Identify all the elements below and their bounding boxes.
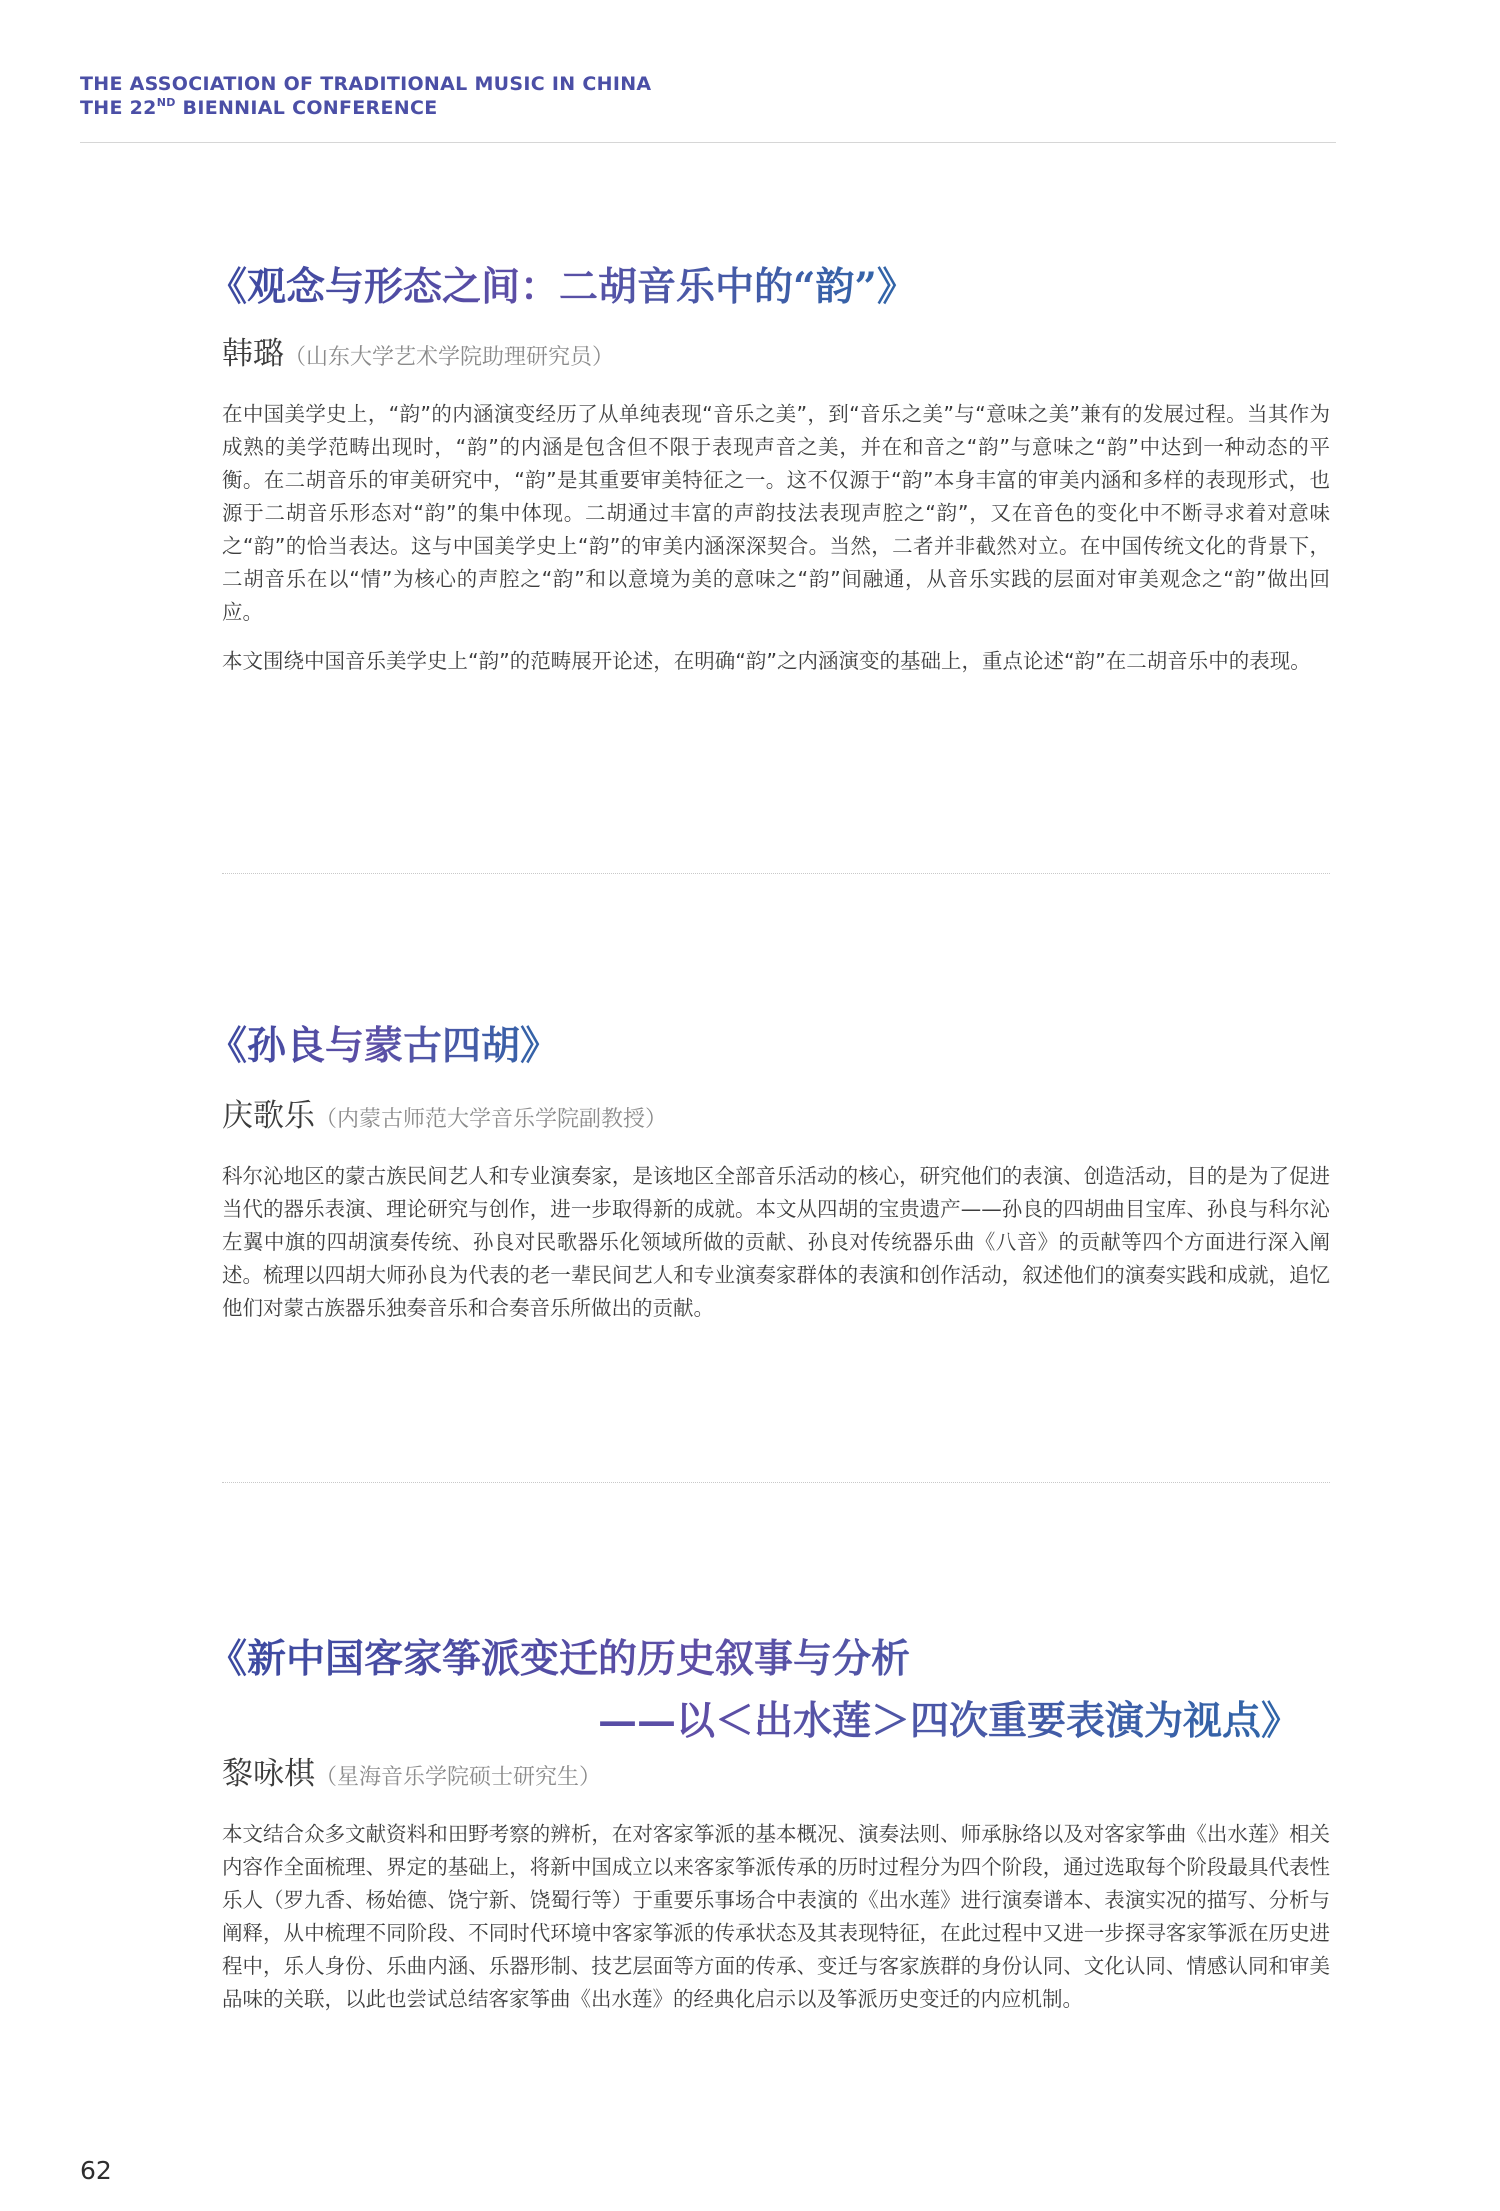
article-1-byline: [222, 328, 614, 373]
article-2-paragraph-1: 科尔沁地区的蒙古族民间艺人和专业演奏家，是该地区全部音乐活动的核心，研究他们的表演、创造活动，目的是为了促进当代的器乐表演、理论研究与创作，进一步取得新的成就。本文从四胡的宝贵遗产——孙良的四胡曲目宝库、孙良与科尔沁左翼中旗的四胡演奏传统、孙良对民歌器乐化领域所做的贡献、孙良对传统器乐曲《八音》的贡献等四个方面进行深入阐述。梳理以四胡大师孙良为代表的老一辈民间艺人和专业演奏家群体的表演和创作活动，叙述他们的演奏实践和成就，追忆他们对蒙古族器乐独奏音乐和合奏音乐所做出的贡献。: [222, 1164, 1330, 1320]
page-number: 62: [80, 2156, 112, 2185]
article-3-affiliation: （星海音乐学院硕士研究生）: [315, 1765, 602, 1790]
article-3-author: 黎咏棋: [222, 1756, 315, 1792]
article-1-paragraph-2: 本文围绕中国音乐美学史上“韵”的范畴展开论述，在明确“韵”之内涵演变的基础上，重点论述“韵”在二胡音乐中的表现。: [222, 649, 1311, 673]
article-3-title: [208, 1628, 1300, 1752]
header-divider: [80, 142, 1336, 143]
article-separator-1: [222, 873, 1330, 874]
article-2-byline: [222, 1090, 667, 1135]
article-separator-2: [222, 1482, 1330, 1483]
article-2-author: 庆歌乐: [222, 1098, 315, 1134]
article-1-abstract: [222, 398, 1330, 694]
article-2-abstract: [222, 1160, 1330, 1341]
conference-header: [80, 72, 651, 120]
article-3-byline: [222, 1748, 601, 1793]
header-line-1: THE ASSOCIATION OF TRADITIONAL MUSIC IN CHINA: [80, 73, 652, 95]
header-line-2-prefix: THE 22: [80, 97, 157, 119]
article-3-title-line-1: 《新中国客家筝派变迁的历史叙事与分析: [208, 1636, 911, 1682]
header-ordinal-suffix: ND: [156, 96, 176, 109]
article-1-title: 《观念与形态之间：二胡音乐中的“韵”》: [208, 256, 916, 318]
article-1-affiliation: （山东大学艺术学院助理研究员）: [284, 345, 615, 370]
article-2-affiliation: （内蒙古师范大学音乐学院副教授）: [315, 1107, 668, 1132]
header-line-2: [80, 96, 651, 120]
article-1-author: 韩璐: [222, 336, 284, 372]
header-line-2-suffix: BIENNIAL CONFERENCE: [175, 97, 438, 119]
article-2-title: 《孙良与蒙古四胡》: [208, 1015, 559, 1077]
article-3-title-line-2: ——以＜出水莲＞四次重要表演为视点》: [598, 1698, 1301, 1744]
article-3-abstract: [222, 1818, 1330, 2032]
article-3-paragraph-1: 本文结合众多文献资料和田野考察的辨析，在对客家筝派的基本概况、演奏法则、师承脉络以及对客家筝曲《出水莲》相关内容作全面梳理、界定的基础上，将新中国成立以来客家筝派传承的历时过程分为四个阶段，通过选取每个阶段最具代表性乐人（罗九香、杨始德、饶宁新、饶蜀行等）于重要乐事场合中表演的《出水莲》进行演奏谱本、表演实况的描写、分析与阐释，从中梳理不同阶段、不同时代环境中客家筝派的传承状态及其表现特征，在此过程中又进一步探寻客家筝派在历史进程中，乐人身份、乐曲内涵、乐器形制、技艺层面等方面的传承、变迁与客家族群的身份认同、文化认同、情感认同和审美品味的关联，以此也尝试总结客家筝曲《出水莲》的经典化启示以及筝派历史变迁的内应机制。: [222, 1822, 1330, 2011]
article-1-paragraph-1: 在中国美学史上，“韵”的内涵演变经历了从单纯表现“音乐之美”，到“音乐之美”与“意味之美”兼有的发展过程。当其作为成熟的美学范畴出现时，“韵”的内涵是包含但不限于表现声音之美，并在和音之“韵”与意味之“韵”中达到一种动态的平衡。在二胡音乐的审美研究中，“韵”是其重要审美特征之一。这不仅源于“韵”本身丰富的审美内涵和多样的表现形式，也源于二胡音乐形态对“韵”的集中体现。二胡通过丰富的声韵技法表现声腔之“韵”，又在音色的变化中不断寻求着对意味之“韵”的恰当表达。这与中国美学史上“韵”的审美内涵深深契合。当然，二者并非截然对立。在中国传统文化的背景下，二胡音乐在以“情”为核心的声腔之“韵”和以意境为美的意味之“韵”间融通，从音乐实践的层面对审美观念之“韵”做出回应。: [222, 402, 1330, 624]
